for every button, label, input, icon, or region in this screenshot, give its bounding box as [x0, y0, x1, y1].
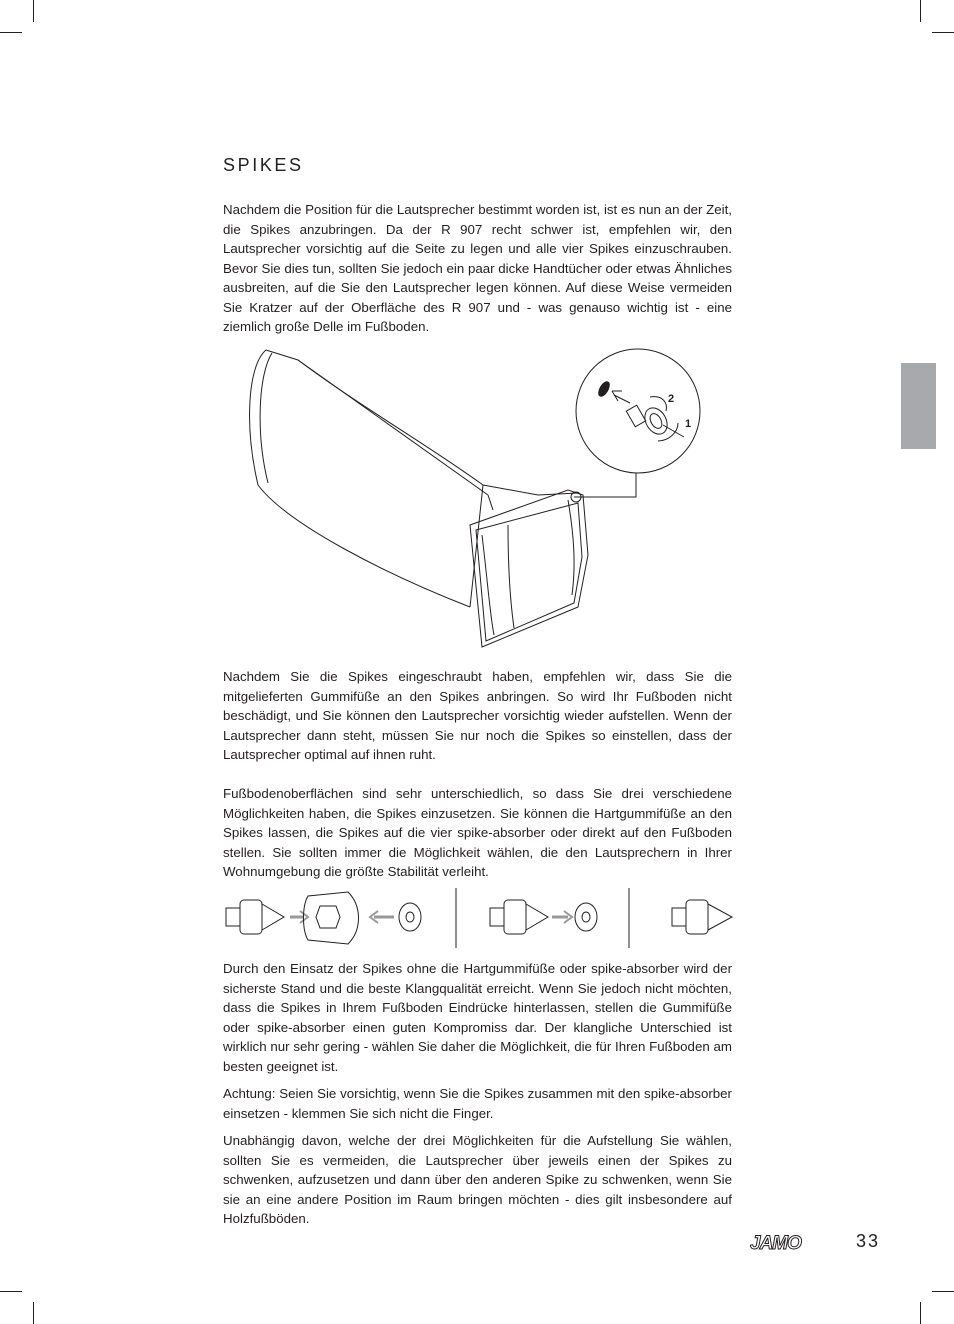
paragraph-rubber-feet: Nachdem Sie die Spikes eingeschraubt haben, empfehlen wir, dass Sie die mitgelieferten Gummifüße an den Spikes anbringen. So wird Ihr Fußboden nicht beschädigt, und Sie können den Lautsprecher vorsichtig wieder aufstellen. Wenn der Lautsprecher dann steht, müssen Sie nur noch die Spikes so einstellen, dass der Lautsprecher optimal auf ihnen ruht.	[223, 669, 732, 762]
step-label-2: 2	[668, 393, 675, 405]
cabinet-outline	[250, 350, 470, 607]
crop-mark	[33, 1302, 34, 1324]
crop-mark	[920, 0, 921, 22]
paragraph-sound-quality: Durch den Einsatz der Spikes ohne die Hartgummifüße oder spike-absorber wird der sicherste Stand und die beste Klangqualität erreicht. Wenn Sie jedoch nicht möchten, dass die Spikes in Ihrem Fußboden Eindrücke hinterlassen, stellen die Gummifüße oder spike-absorber einen guten Kompromiss dar. Der klangliche Unterschied ist wirklich nur sehr gering - wählen Sie daher die Möglichkeit, die für Ihren Fußboden am besten geeignet ist.	[223, 961, 732, 1074]
crop-mark	[932, 32, 954, 33]
spike-only	[672, 900, 732, 934]
paragraph-intro: Nachdem die Position für die Lautsprecher bestimmt worden ist, ist es nun an der Zeit, die Spikes anzubringen. Da der R 907 recht schwer ist, empfehlen wir, den Lautsprecher vorsichtig auf die Seite zu legen und alle vier Spikes einzuschrauben. Bevor Sie dies tun, sollten Sie jedoch ein paar dicke Handtücher oder etwas Ähnliches ausbreiten, auf die Sie den Lautsprecher legen können. Auf diese Weise vermeiden Sie Kratzer auf der Oberfläche des R 907 und - was genauso wichtig ist - eine ziemlich große Delle im Fußboden.	[223, 202, 732, 334]
spike-with-rubber-foot	[226, 892, 421, 944]
page-title: SPIKES	[223, 155, 304, 175]
page-number: 33	[856, 1231, 881, 1251]
spike-options-illustration	[222, 886, 734, 950]
crop-mark	[920, 1302, 921, 1324]
crop-mark	[0, 1291, 22, 1292]
jamo-logo	[750, 1233, 830, 1253]
crop-mark	[33, 0, 34, 22]
crop-mark	[0, 32, 22, 33]
detail-circle	[576, 349, 700, 473]
logo-lettering: JAMO	[750, 1233, 801, 1253]
paragraph-caution: Achtung: Seien Sie vorsichtig, wenn Sie die Spikes zusammen mit den spike-absorber einsetzen - klemmen Sie sich nicht die Finger.	[223, 1086, 732, 1121]
section-tab-marker	[901, 363, 936, 449]
step-label-1: 1	[685, 418, 692, 430]
paragraph-moving-advice: Unabhängig davon, welche der drei Möglichkeiten für die Aufstellung Sie wählen, sollten Sie es vermeiden, die Lautsprecher über jeweils einen der Spikes zu schwenken, aufzusetzen und dann über den anderen Spike zu schwenken, wenn Sie sie an eine andere Position im Raum bringen möchten - dies gilt insbesondere auf Holzfußböden.	[223, 1133, 732, 1226]
paragraph-floor-surfaces: Fußbodenoberflächen sind sehr unterschiedlich, so dass Sie drei verschiedene Möglichkeiten haben, die Spikes einzusetzen. Sie können die Hartgummifüße an den Spikes lassen, die Spikes auf die vier spike-absorber oder direkt auf den Fußboden stellen. Sie sollten immer die Möglichkeit wählen, die den Lautsprechern in Ihrer Wohnumgebung die größte Stabilität verleiht.	[223, 786, 732, 879]
spike-with-absorber	[490, 900, 597, 934]
crop-mark	[932, 1291, 954, 1292]
spike-hole	[597, 380, 612, 398]
speaker-spike-illustration	[238, 345, 708, 655]
